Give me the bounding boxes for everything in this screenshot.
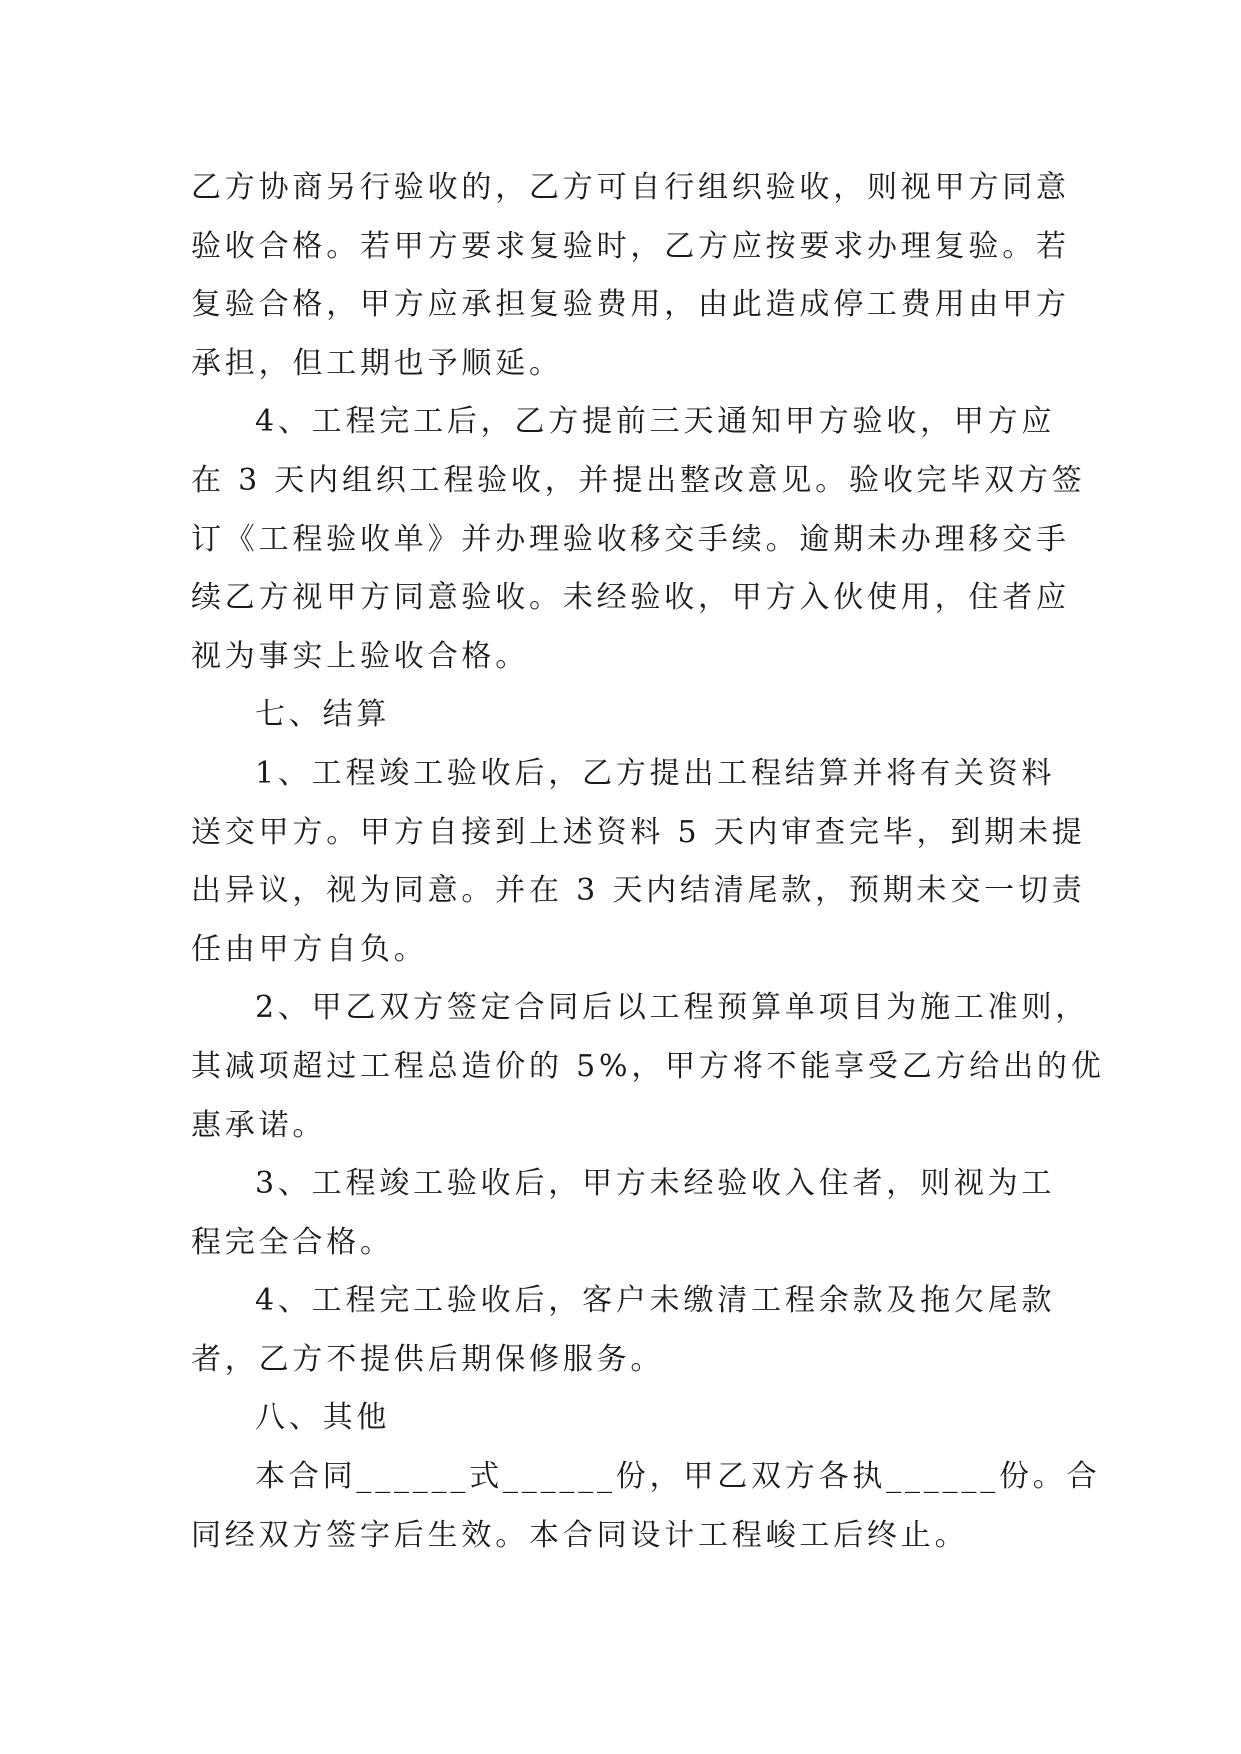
text-line: 4、工程完工后，乙方提前三天通知甲方验收，甲方应 xyxy=(255,404,1056,440)
clause-7-3 xyxy=(191,1155,1071,1272)
text-line: 同经双方签字后生效。本合同设计工程峻工后终止。 xyxy=(191,1517,969,1553)
section-heading: 七、结算 xyxy=(255,697,391,733)
text-line: 1、工程竣工验收后，乙方提出工程结算并将有关资料 xyxy=(255,755,1056,791)
paragraph-acceptance-continued xyxy=(191,159,1071,393)
section-heading: 八、其他 xyxy=(255,1400,391,1436)
text-line: 送交甲方。甲方自接到上述资料 5 天内审查完毕，到期未提 xyxy=(191,814,1086,850)
text-line: 在 3 天内组织工程验收，并提出整改意见。验收完毕双方签 xyxy=(191,462,1086,498)
text-line: 其减项超过工程总造价的 5%，甲方将不能享受乙方给出的优 xyxy=(191,1048,1105,1084)
text-line: 乙方协商另行验收的，乙方可自行组织验收，则视甲方同意 xyxy=(191,170,1070,205)
section-heading-other xyxy=(191,1389,1071,1448)
section-heading-settlement xyxy=(191,686,1071,745)
clause-7-2 xyxy=(191,979,1105,1155)
text-line: 本合同______式______份，甲乙双方各执______份。合 xyxy=(255,1459,1101,1495)
text-line: 4、工程完工验收后，客户未缴清工程余款及拖欠尾款 xyxy=(255,1283,1056,1319)
text-line: 3、工程竣工验收后，甲方未经验收入住者，则视为工 xyxy=(255,1166,1056,1202)
text-line: 复验合格，甲方应承担复验费用，由此造成停工费用由甲方 xyxy=(191,287,1070,323)
clause-7-1 xyxy=(191,745,1086,979)
text-line: 2、甲乙双方签定合同后以工程预算单项目为施工准则， xyxy=(255,990,1090,1026)
clause-8-copies xyxy=(191,1448,1101,1565)
text-line: 续乙方视甲方同意验收。未经验收，甲方入伙使用，住者应 xyxy=(191,580,1070,616)
text-line: 任由甲方自负。 xyxy=(191,931,428,967)
text-line: 惠承诺。 xyxy=(191,1107,327,1143)
text-line: 程完全合格。 xyxy=(191,1224,394,1260)
text-line: 订《工程验收单》并办理验收移交手续。逾期未办理移交手 xyxy=(191,521,1070,557)
text-line: 验收合格。若甲方要求复验时，乙方应按要求办理复验。若 xyxy=(191,228,1070,264)
text-line: 承担，但工期也予顺延。 xyxy=(191,345,563,381)
text-line: 者，乙方不提供后期保修服务。 xyxy=(191,1341,665,1377)
text-line: 视为事实上验收合格。 xyxy=(191,638,529,674)
clause-7-4 xyxy=(191,1272,1071,1389)
clause-6-4 xyxy=(191,393,1086,686)
text-line: 出异议，视为同意。并在 3 天内结清尾款，预期未交一切责 xyxy=(191,873,1086,909)
document-body xyxy=(191,159,1105,1565)
